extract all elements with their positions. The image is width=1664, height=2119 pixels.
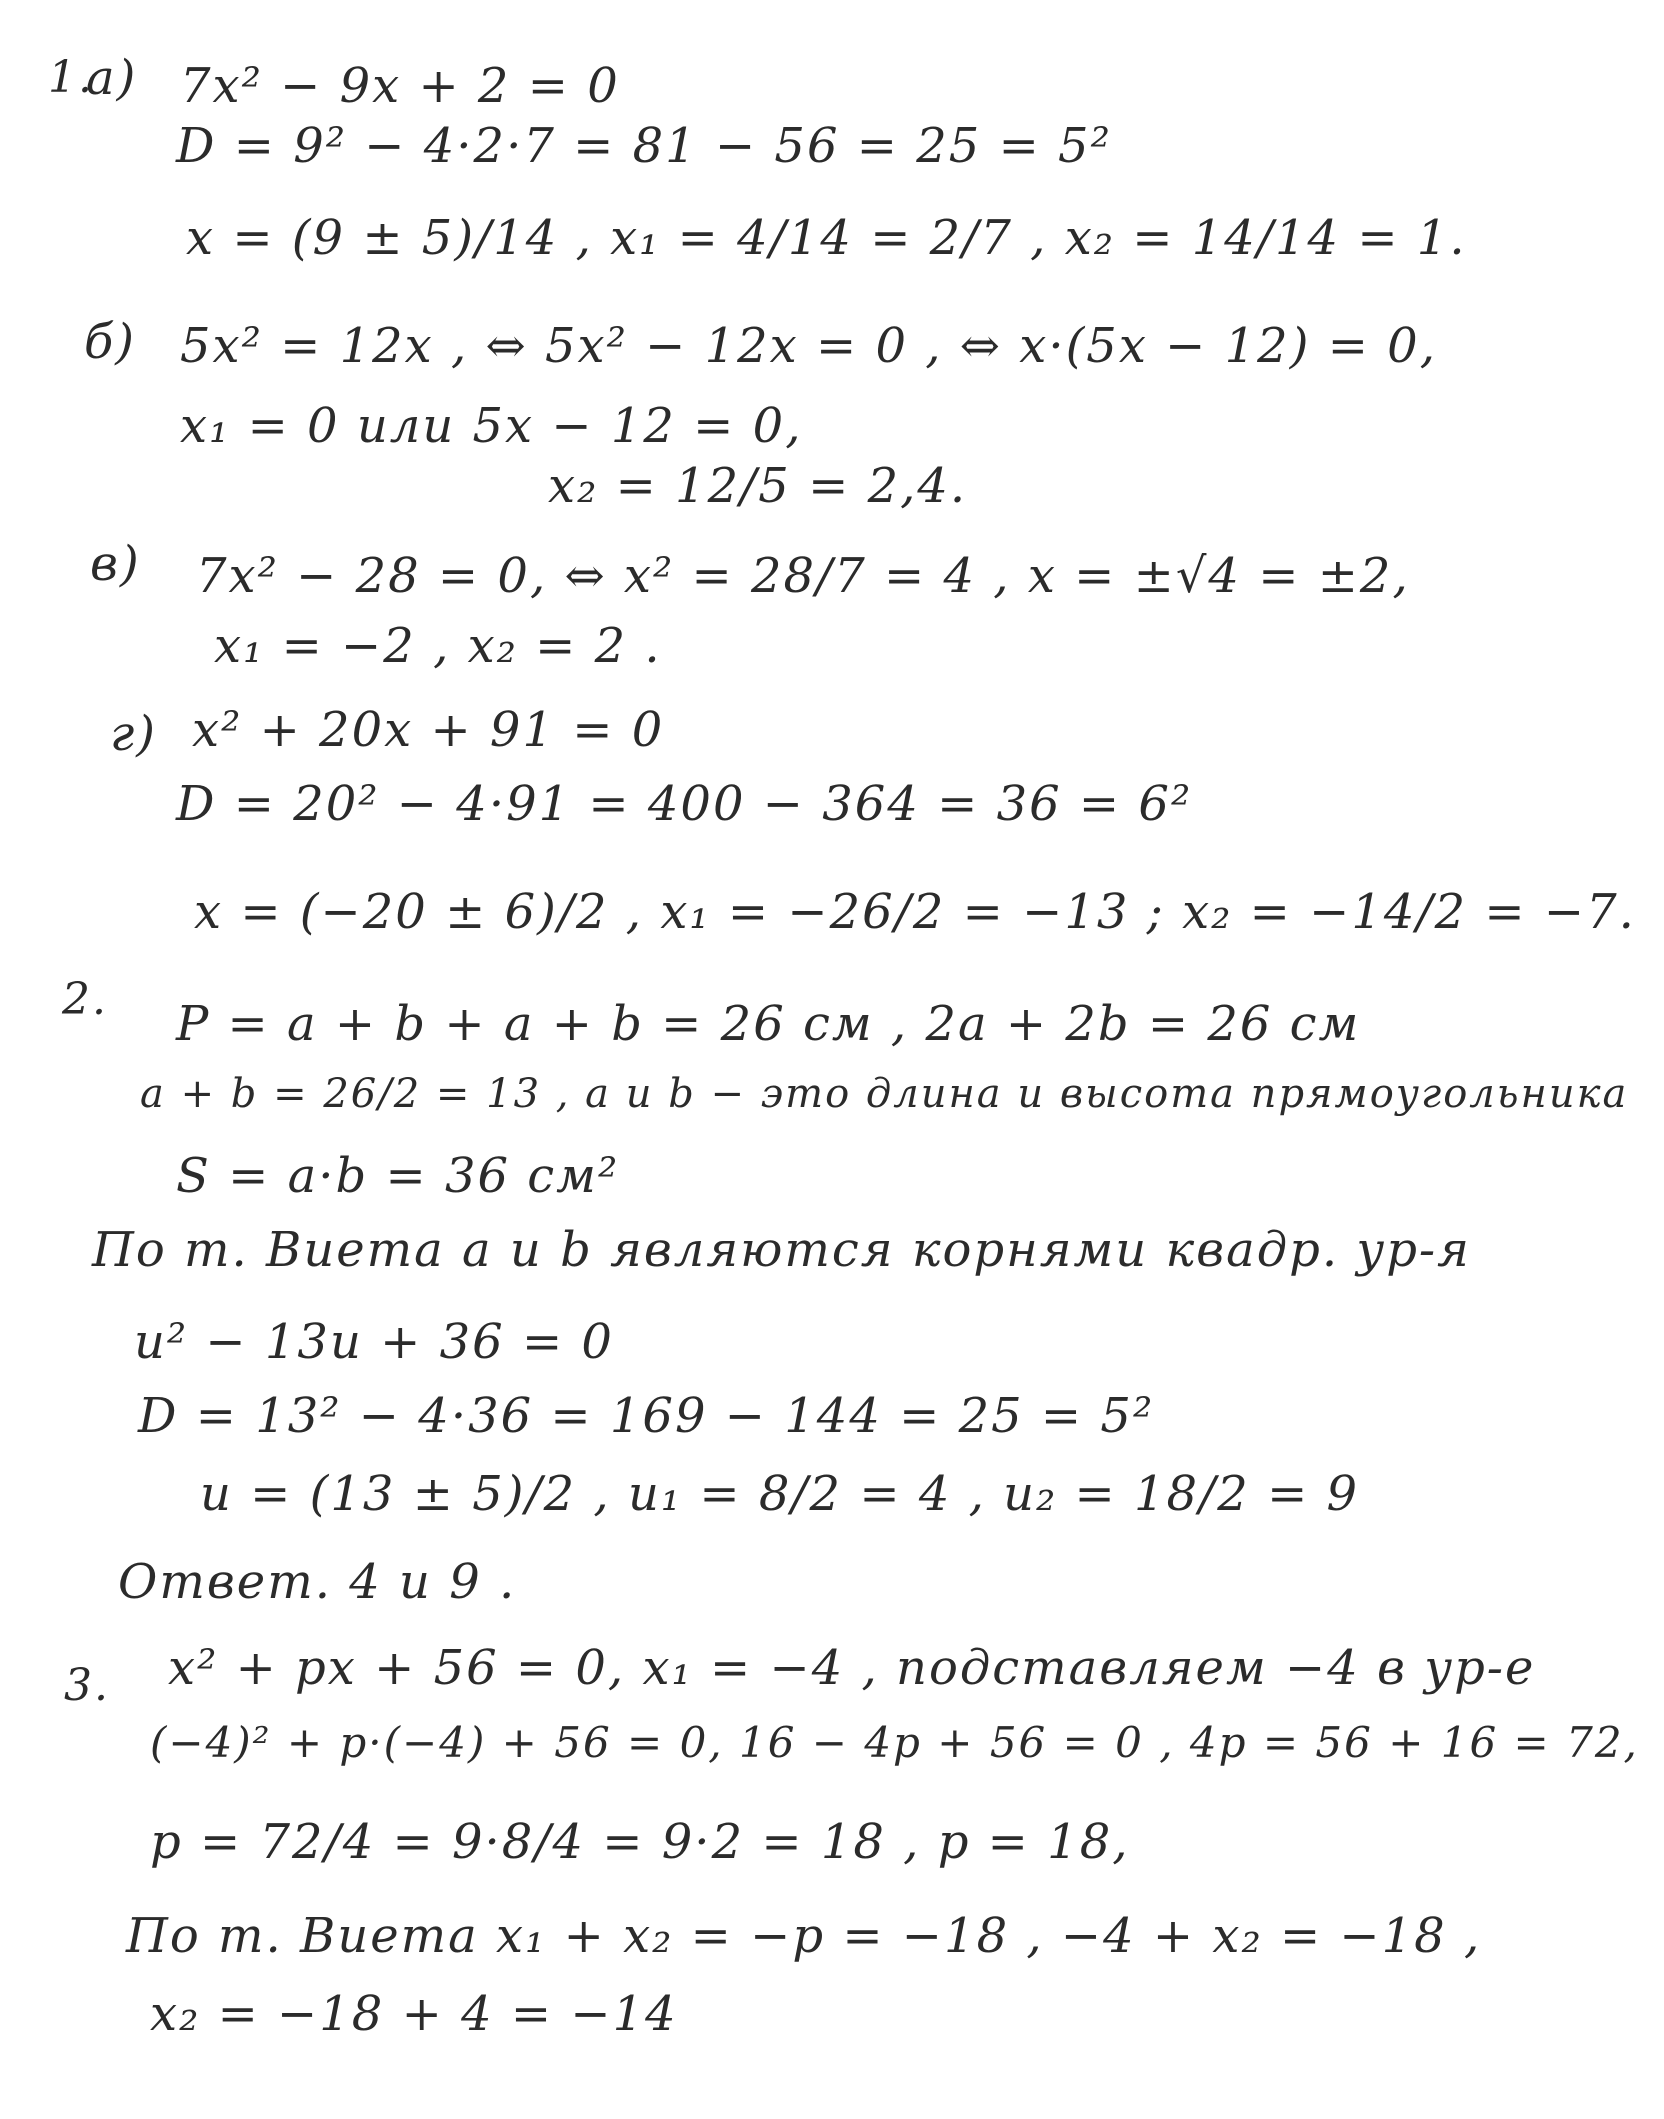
equation-line: x₂ = −18 + 4 = −14 <box>150 1986 678 2042</box>
equation-line: x² + 20x + 91 = 0 <box>192 702 665 758</box>
equation-line: P = a + b + a + b = 26 см , 2a + 2b = 26 см <box>176 996 1361 1052</box>
equation-line: x = (9 ± 5)/14 , x₁ = 4/14 = 2/7 , x₂ = 14/14 = 1. <box>186 210 1467 266</box>
problem-number: 2. <box>62 974 108 1025</box>
part-label: г) <box>110 706 157 762</box>
equation-line: (−4)² + p·(−4) + 56 = 0, 16 − 4p + 56 = 0 , 4p = 56 + 16 = 72, <box>150 1718 1639 1767</box>
equation-line: u² − 13u + 36 = 0 <box>134 1314 614 1370</box>
equation-line: 5x² = 12x , ⇔ 5x² − 12x = 0 , ⇔ x·(5x − 12) = 0, <box>180 318 1437 374</box>
equation-line: D = 9² − 4·2·7 = 81 − 56 = 25 = 5² <box>176 118 1112 174</box>
part-label: в) <box>90 536 141 592</box>
equation-line: a + b = 26/2 = 13 , a и b − это длина и высота прямоугольника <box>140 1071 1629 1117</box>
text-line: По т. Виета x₁ + x₂ = −p = −18 , −4 + x₂ = −18 , <box>126 1908 1482 1964</box>
equation-line: 7x² − 28 = 0, ⇔ x² = 28/7 = 4 , x = ±√4 = ±2, <box>196 548 1410 604</box>
equation-line: u = (13 ± 5)/2 , u₁ = 8/2 = 4 , u₂ = 18/2 = 9 <box>200 1466 1360 1522</box>
part-label: а) <box>86 50 138 106</box>
answer-line: Ответ. 4 и 9 . <box>118 1554 517 1610</box>
text-line: По т. Виета a и b являются корнями квадр. ур-я <box>92 1222 1471 1278</box>
equation-line: x₂ = 12/5 = 2,4. <box>548 458 968 514</box>
equation-line: x₁ = 0 или 5x − 12 = 0, <box>180 398 803 454</box>
equation-line: x² + px + 56 = 0, x₁ = −4 , подставляем −4 в ур-е <box>168 1640 1536 1696</box>
equation-line: p = 72/4 = 9·8/4 = 9·2 = 18 , p = 18, <box>150 1814 1130 1870</box>
equation-line: D = 20² − 4·91 = 400 − 364 = 36 = 6² <box>176 776 1193 832</box>
problem-number: 3. <box>64 1660 110 1711</box>
problem-number: 1. <box>48 52 94 103</box>
equation-line: x = (−20 ± 6)/2 , x₁ = −26/2 = −13 ; x₂ = −14/2 = −7. <box>194 884 1636 940</box>
equation-line: S = a·b = 36 см² <box>176 1148 620 1204</box>
equation-line: 7x² − 9x + 2 = 0 <box>180 58 620 114</box>
equation-line: D = 13² − 4·36 = 169 − 144 = 25 = 5² <box>138 1388 1155 1444</box>
equation-line: x₁ = −2 , x₂ = 2 . <box>214 618 662 674</box>
part-label: б) <box>84 314 137 370</box>
